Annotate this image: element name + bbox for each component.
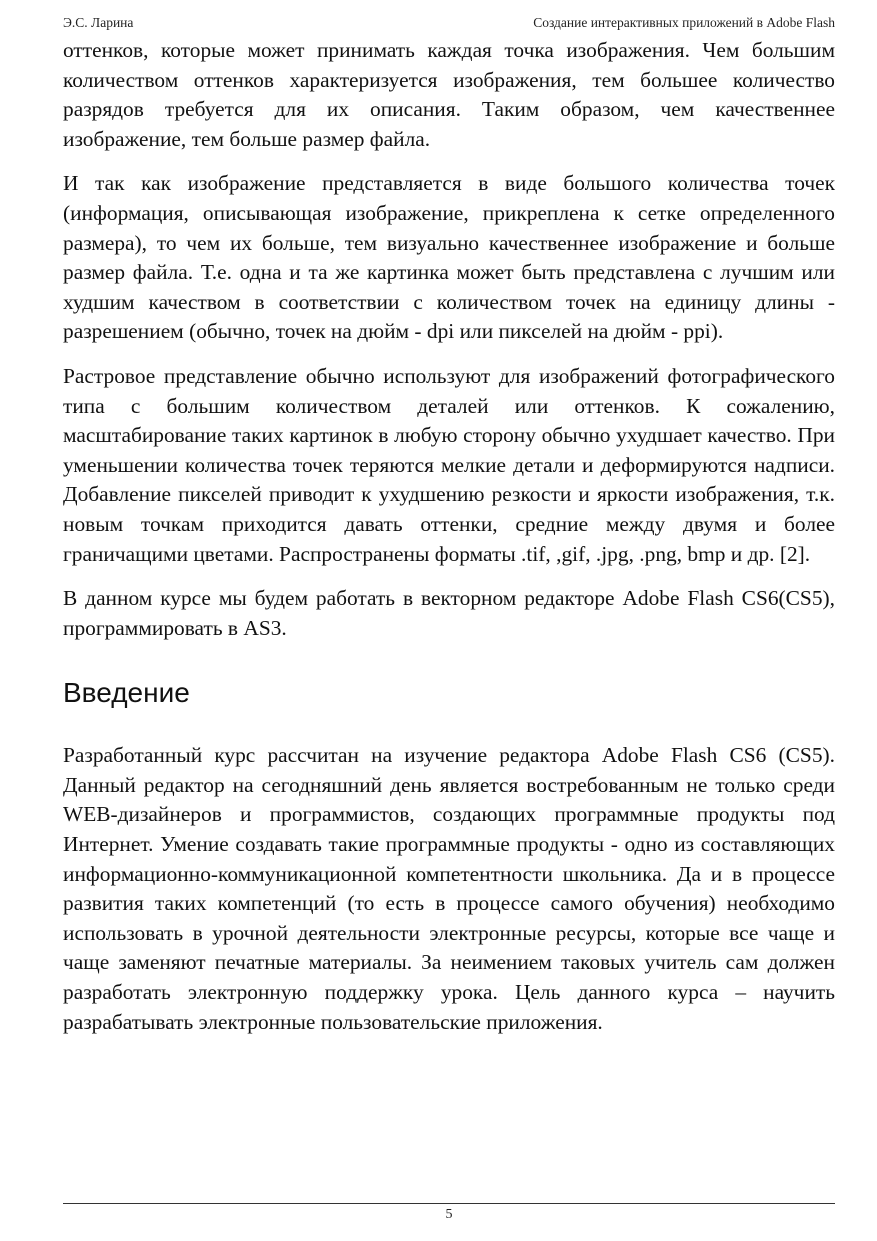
footer-divider xyxy=(63,1203,835,1204)
section-heading: Введение xyxy=(63,677,190,709)
body-paragraph: И так как изображение представляется в виде большого количества точек (информация, описывающая изображение, прикреплена к сетке определенного размера), то чем их больше, тем визуально качественнее изображение и больше размер файла. Т.е. одна и та же картинка может быть представлена с лучшим или худшим качеством в соответствии с количеством точек на единицу длины - разрешением (обычно, точек на дюйм - dpi или пикселей на дюйм - ppi). xyxy=(63,171,835,344)
header-author: Э.С. Ларина xyxy=(63,15,134,30)
running-header xyxy=(63,15,835,35)
header-document-title: Создание интерактивных приложений в Adobe Flash xyxy=(533,15,835,30)
body-paragraph: В данном курсе мы будем работать в векторном редакторе Adobe Flash CS6(CS5), программировать в AS3. xyxy=(63,586,835,640)
section-paragraph: Разработанный курс рассчитан на изучение редактора Adobe Flash CS6 (CS5). Данный редактор на сегодняшний день является востребованным не только среди WEB-дизайнеров и программистов, создающих программные продукты под Интернет. Умение создавать такие программные продукты - одно из составляющих информационно-коммуникационной компетентности школьника. Да и в процессе развития таких компетенций (то есть в процессе самого обучения) необходимо использовать в урочной деятельности электронные ресурсы, которые все чаще и чаще заменяют печатные материалы. За неимением таковых учитель сам должен разработать электронную поддержку урока. Цель данного курса – научить разрабатывать электронные пользовательские приложения. xyxy=(63,743,835,1034)
page-body xyxy=(63,36,835,1037)
body-paragraph: Растровое представление обычно используют для изображений фотографического типа с большим количеством деталей или оттенков. К сожалению, масштабирование таких картинок в любую сторону обычно ухудшает качество. При уменьшении количества точек теряются мелкие детали и деформируются надписи. Добавление пикселей приводит к ухудшению резкости и яркости изображения, т.к. новым точкам приходится давать оттенки, средние между двумя и более граничащими цветами. Распространены форматы .tif, ,gif, .jpg, .png, bmp и др. [2]. xyxy=(63,363,835,566)
page-number: 5 xyxy=(445,1207,453,1222)
body-paragraph: оттенков, которые может принимать каждая точка изображения. Чем большим количеством оттенков характеризуется изображения, тем большее количество разрядов требуется для их описания. Таким образом, чем качественнее изображение, тем больше размер файла. xyxy=(63,38,835,151)
